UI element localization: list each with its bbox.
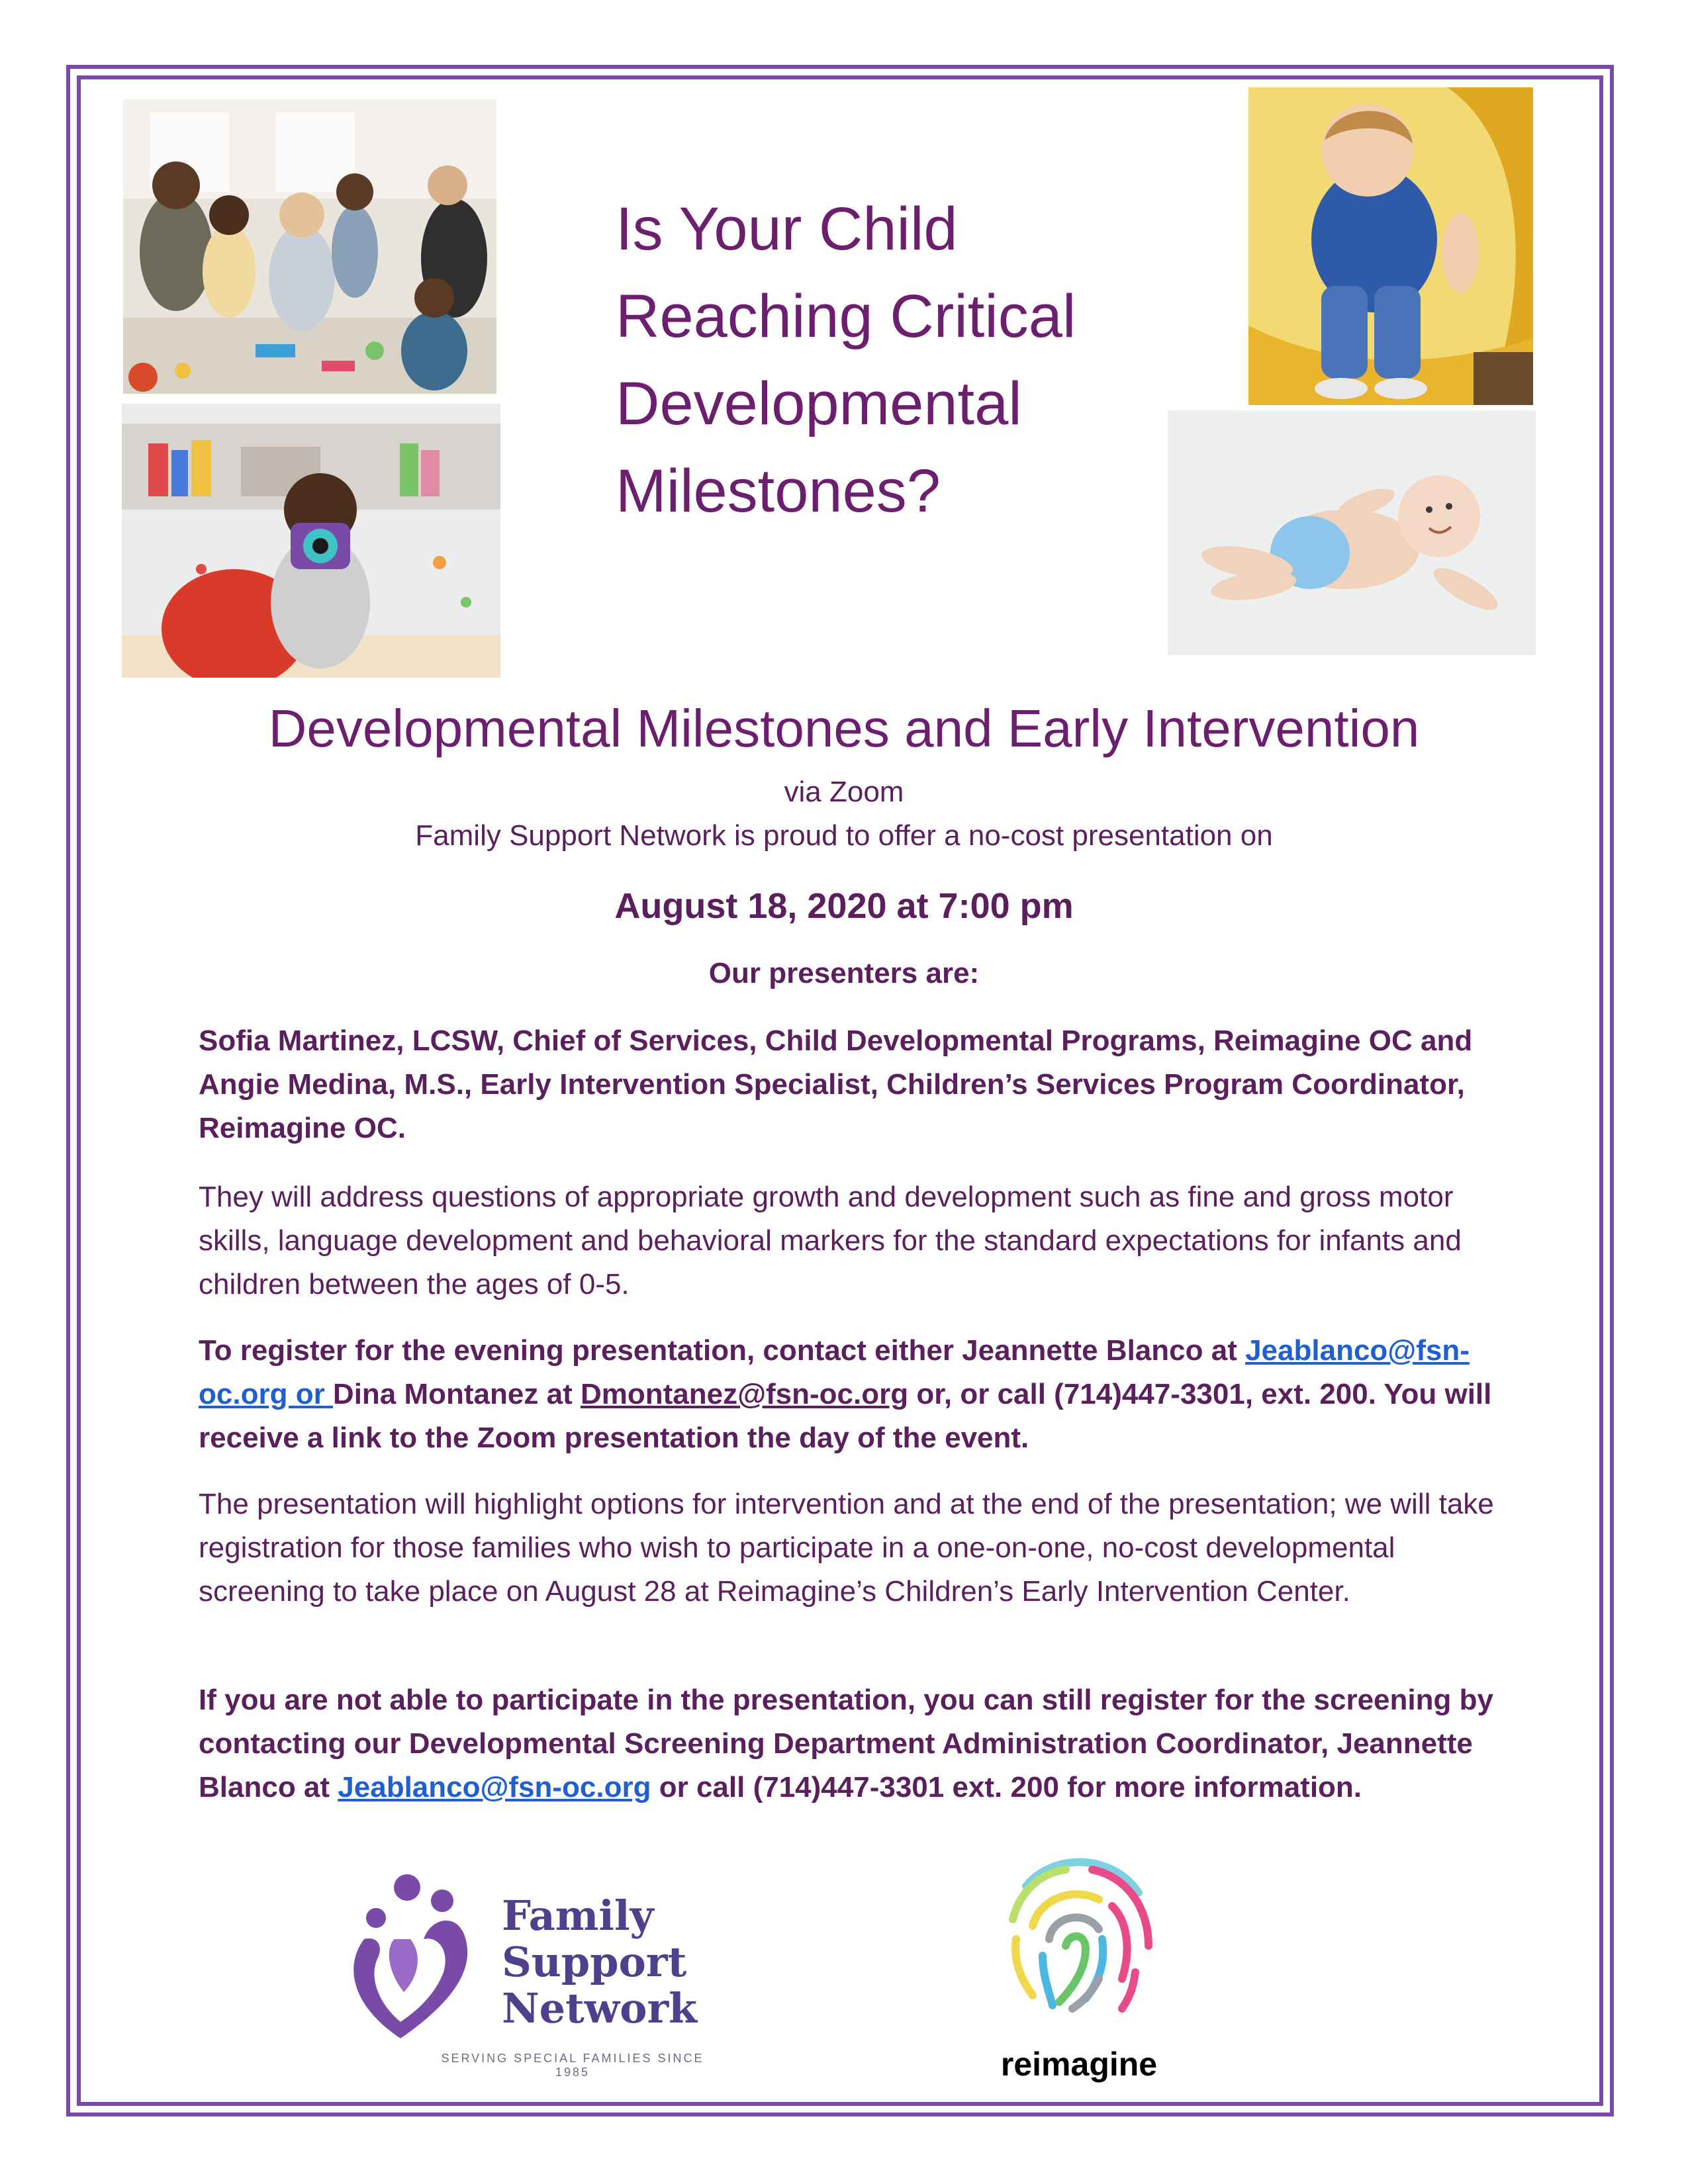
headline [616,185,1158,535]
fsn-word: Network [502,1984,698,2032]
via-zoom: via Zoom [784,776,904,808]
register-text: To register for the evening presentation, contact either Jeannette Blanco at [199,1334,1246,1367]
fsn-tagline: SERVING SPECIAL FAMILIES SINCE 1985 [441,2052,704,2079]
email-link-dmontanez[interactable]: Dmontanez@fsn-oc.org [580,1378,909,1410]
headline-line: Developmental [616,370,1022,437]
reimagine-logo [986,1840,1172,2105]
presenters-paragraph: Sofia Martinez, LCSW, Chief of Services, Child Developmental Programs, Reimagine OC and Angie Medina, M.S., Early Intervention Specialist, Children’s Services Program Coordinator, Reimagine OC. [199,1024,1473,1144]
screening-text: If you are not able to participate in the presentation, you can still register for the screening by contacting our Developmental Screening Department Administration Coordinator, Jeannette Blanco at [199,1684,1493,1803]
headline-line: Milestones? [616,457,941,525]
email-link-jeablanco-2[interactable]: Jeablanco@fsn-oc.org [338,1771,651,1803]
register-text: Dina Montanez at [332,1378,581,1410]
or-link[interactable]: or [295,1378,333,1410]
fsn-wordmark [502,1893,697,2032]
photo-girl-camera [122,404,500,678]
family-heart-icon [338,1866,496,2065]
headline-line: Reaching Critical [616,283,1076,350]
event-title: Developmental Milestones and Early Intervention [268,699,1420,758]
family-support-network-logo [338,1853,735,2078]
event-date: August 18, 2020 at 7:00 pm [614,886,1074,926]
presenters-heading: Our presenters are: [708,957,980,989]
reimagine-wordmark: reimagine [1000,2046,1158,2083]
headline-line: Is Your Child [616,195,958,263]
photo-group-play [123,99,496,394]
register-text: or, or call (714)447-3301, ext. 200. You will receive a link to the Zoom presentation the day of the event. [199,1378,1492,1454]
email-link-jeablanco[interactable]: Jeablanco@fsn-oc.org [199,1334,1470,1410]
address-paragraph: They will address questions of appropriate growth and development such as fine and gross motor skills, language development and behavioral markers for the standard expectations for infants and children between the ages of 0-5. [199,1181,1462,1300]
screening-paragraph [199,1678,1496,1809]
highlight-paragraph: The presentation will highlight options for intervention and at the end of the presentation; we will take registration for those families who wish to participate in a one-on-one, no-cost developmental screening to take place on August 28 at Reimagine’s Children’s Early Intervention Center. [199,1488,1494,1608]
photo-boy-slide [1248,87,1533,405]
photo-baby [1168,410,1536,655]
fsn-word: Family [502,1891,654,1940]
fingerprint-icon [986,1840,1172,2038]
register-paragraph [199,1329,1496,1460]
screening-text: or call (714)447-3301 ext. 200 for more information. [651,1771,1362,1803]
fsn-word: Support [502,1938,687,1986]
offer-line: Family Support Network is proud to offer a no-cost presentation on [415,819,1273,852]
